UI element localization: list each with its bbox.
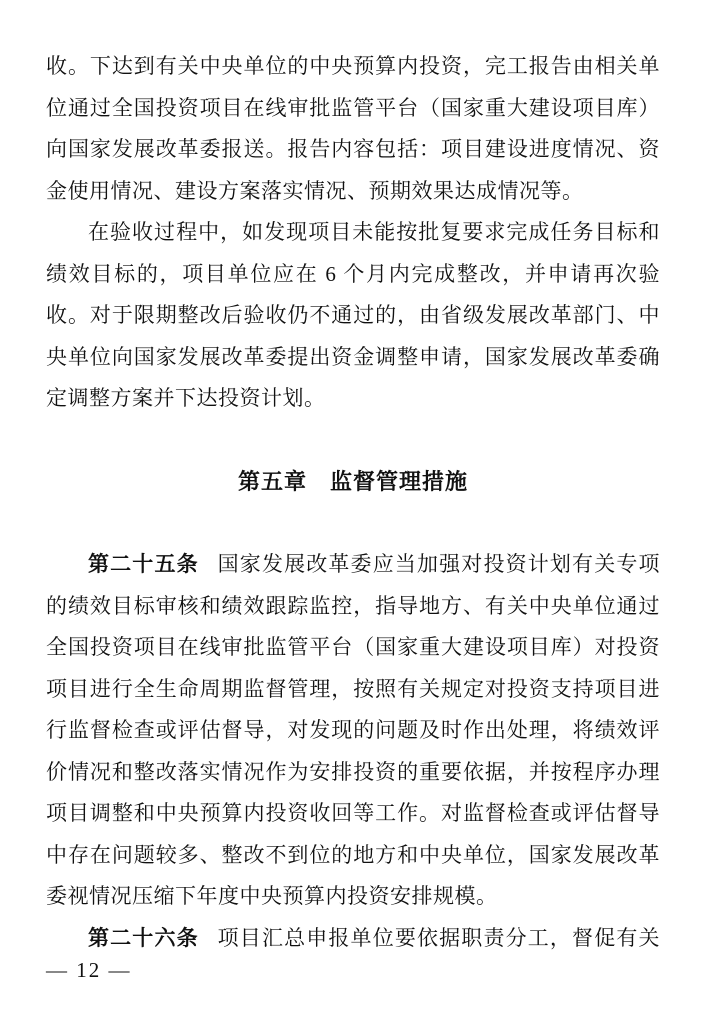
text-line: 项目进行全生命周期监督管理，按照有关规定对投资支持项目进 — [46, 676, 660, 701]
paragraph — [46, 918, 660, 960]
page-body — [46, 46, 660, 959]
paragraph — [46, 544, 660, 918]
page-footer — [46, 958, 132, 982]
text-line: 位通过全国投资项目在线审批监管平台（国家重大建设项目库） — [46, 95, 660, 120]
text-line: 项目调整和中央预算内投资收回等工作。对监督检查或评估督导 — [46, 801, 660, 825]
text-span: 项目汇总申报单位要依据职责分工，督促有关 — [217, 925, 661, 950]
text-line: 央单位向国家发展改革委提出资金调整申请，国家发展改革委确 — [46, 344, 660, 369]
text-line — [46, 544, 660, 586]
article-lead: 第二十五条 — [88, 552, 199, 576]
text-line: 金使用情况、建设方案落实情况、预期效果达成情况等。 — [46, 178, 584, 203]
text-span: 国家发展改革委应当加强对投资计划有关专项 — [217, 552, 661, 576]
text-line — [46, 918, 660, 960]
text-line: 行监督检查或评估督导，对发现的问题及时作出处理，将绩效评 — [46, 718, 660, 742]
text-line: 的绩效目标审核和绩效跟踪监控，指导地方、有关中央单位通过 — [46, 593, 660, 618]
text-line: 绩效目标的，项目单位应在 6 个月内完成整改，并申请再次验 — [46, 261, 660, 286]
text-line: 价情况和整改落实情况作为安排投资的重要依据，并按程序办理 — [46, 759, 660, 784]
text-line: 收。对于限期整改后验收仍不通过的，由省级发展改革部门、中 — [46, 303, 660, 327]
text-line: 中存在问题较多、整改不到位的地方和中央单位，国家发展改革 — [46, 842, 660, 867]
text-line: 收。下达到有关中央单位的中央预算内投资，完工报告由相关单 — [46, 54, 660, 78]
text-line: 委视情况压缩下年度中央预算内投资安排规模。 — [46, 884, 498, 908]
text-line: 在验收过程中，如发现项目未能按批复要求完成任务目标和 — [88, 220, 660, 244]
paragraph — [46, 46, 660, 212]
text-line: 定调整方案并下达投资计划。 — [46, 386, 326, 410]
text-line: 全国投资项目在线审批监管平台（国家重大建设项目库）对投资 — [46, 635, 660, 659]
paragraph — [46, 212, 660, 420]
article-lead: 第二十六条 — [88, 925, 199, 950]
text-line: 向国家发展改革委报送。报告内容包括：项目建设进度情况、资 — [46, 137, 660, 161]
page-number: — 12 — — [46, 958, 132, 982]
chapter-heading: 第五章 监督管理措施 — [237, 469, 468, 494]
